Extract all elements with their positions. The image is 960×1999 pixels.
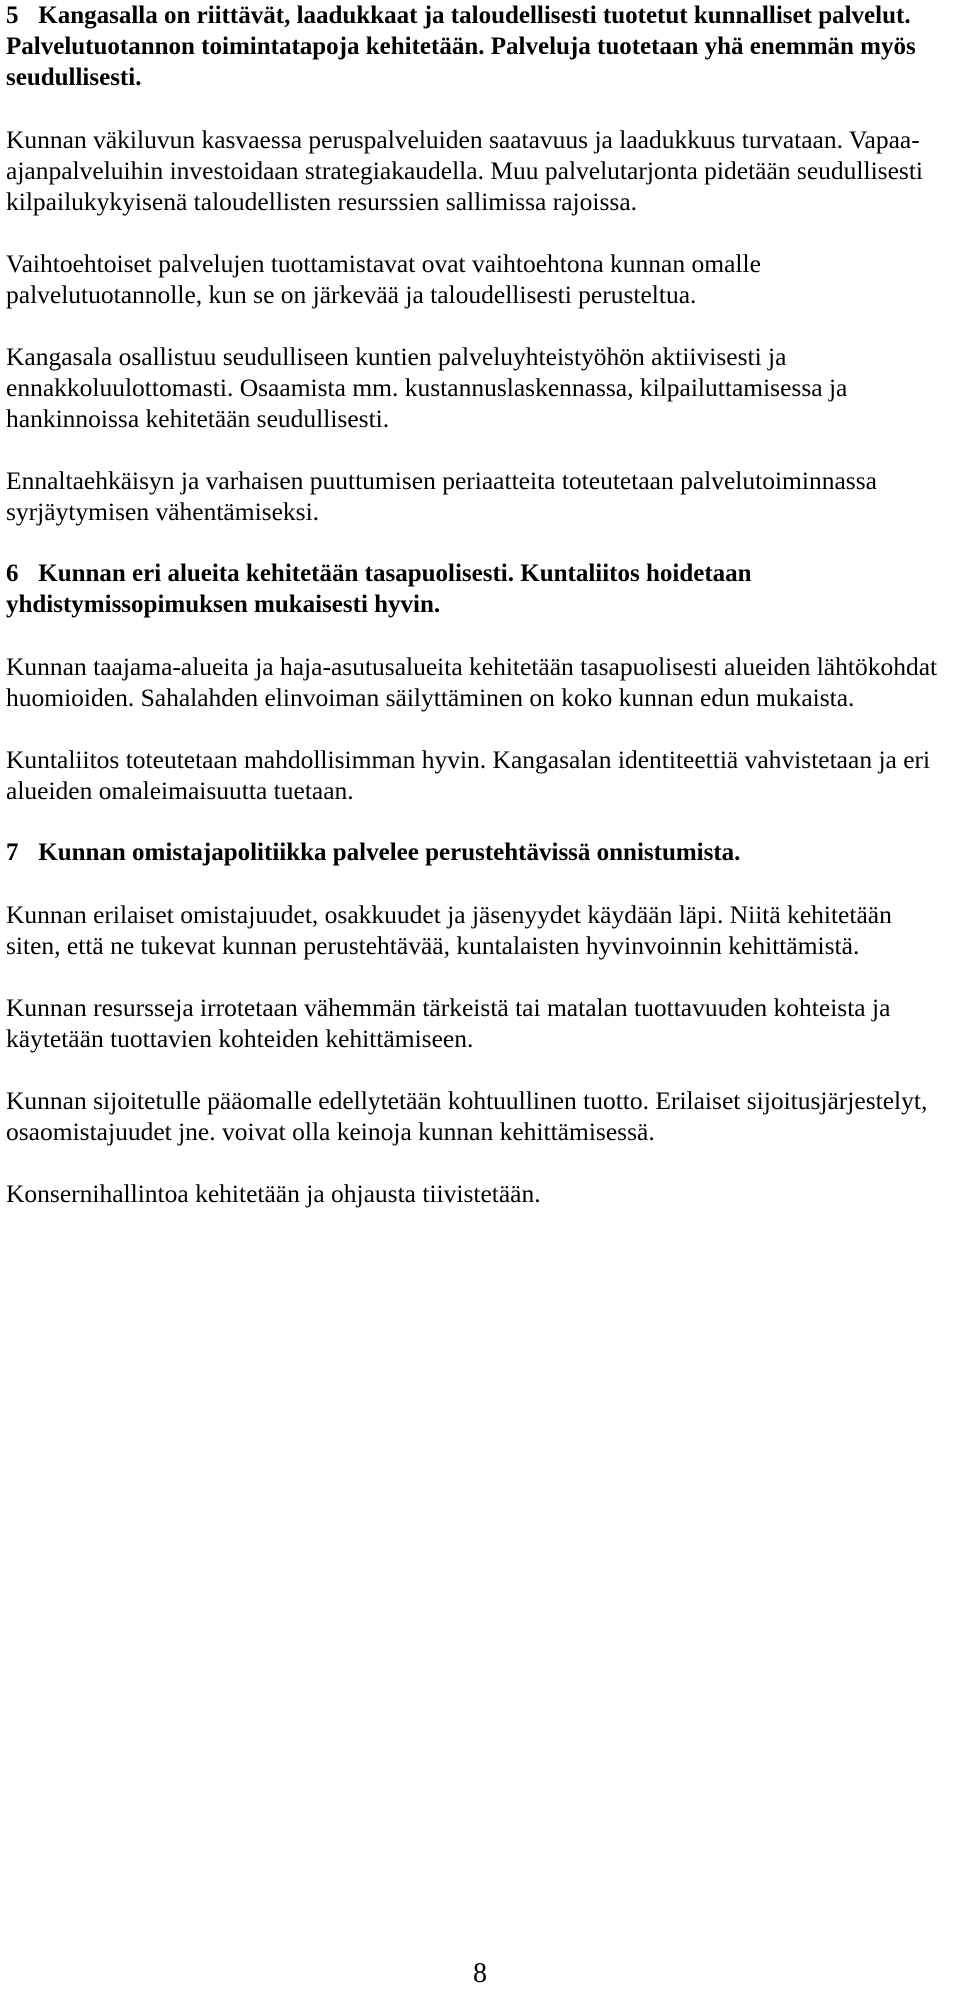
section-7-paragraph: Kunnan erilaiset omistajuudet, osakkuudet ja jäsenyydet käydään läpi. Niitä kehitetään siten, että ne tukevat kunnan perustehtävää, kuntalaisten hyvinvoinnin kehittämistä. (6, 900, 892, 960)
section-7-paragraph: Kunnan sijoitetulle pääomalle edellytetään kohtuullinen tuotto. Erilaiset sijoitusjärjestelyt, osaomistajuudet jne. voivat olla keinoja kunnan kehittämisessä. (6, 1086, 928, 1146)
section-7-paragraph: Kunnan resursseja irrotetaan vähemmän tärkeistä tai matalan tuottavuuden kohteista ja käytetään tuottavien kohteiden kehittämiseen. (6, 993, 891, 1053)
section-6-title: Kunnan eri alueita kehitetään tasapuolisesti. Kuntaliitos hoidetaan yhdistymissopimuksen mukaisesti hyvin. (6, 560, 752, 618)
section-5-number: 5 (6, 2, 19, 29)
document-page (6, 0, 952, 1209)
section-6-number: 6 (6, 560, 19, 587)
section-5-paragraph: Ennaltaehkäisyn ja varhaisen puuttumisen periaatteita toteutetaan palvelutoiminnassa syrjäytymisen vähentämiseksi. (6, 466, 877, 526)
section-5-heading (6, 0, 952, 93)
section-5-paragraph: Kangasala osallistuu seudulliseen kuntien palveluyhteistyöhön aktiivisesti ja ennakkoluulottomasti. Osaamista mm. kustannuslaskennassa, kilpailuttamisessa ja hankinnoissa kehitetään seudullisesti. (6, 342, 848, 433)
section-6-heading (6, 558, 952, 620)
section-5-paragraph: Kunnan väkiluvun kasvaessa peruspalveluiden saatavuus ja laadukkuus turvataan. Vapaa-ajanpalveluihin investoidaan strategiakaudella. Muu palvelutarjonta pidetään seudullisesti kilpailukykyisenä taloudellisten resurssien sallimissa rajoissa. (6, 125, 924, 216)
section-5-paragraph: Vaihtoehtoiset palvelujen tuottamistavat ovat vaihtoehtona kunnan omalle palvelutuotannolle, kun se on järkevää ja taloudellisesti perusteltua. (6, 249, 761, 309)
section-6-paragraph: Kunnan taajama-alueita ja haja-asutusalueita kehitetään tasapuolisesti alueiden lähtökohdat huomioiden. Sahalahden elinvoiman säilyttäminen on koko kunnan edun mukaista. (6, 652, 938, 712)
section-7-title: Kunnan omistajapolitiikka palvelee perustehtävissä onnistumista. (38, 839, 741, 866)
section-7-number: 7 (6, 839, 19, 866)
section-5-title: Kangasalla on riittävät, laadukkaat ja taloudellisesti tuotetut kunnalliset palvelut. Palvelutuotannon toimintatapoja kehitetään. Palveluja tuotetaan yhä enemmän myös seudullisesti. (6, 2, 916, 91)
section-7-heading (6, 837, 952, 868)
section-7-paragraph: Konsernihallintoa kehitetään ja ohjausta tiivistetään. (6, 1179, 541, 1208)
section-6-paragraph: Kuntaliitos toteutetaan mahdollisimman hyvin. Kangasalan identiteettiä vahvistetaan ja eri alueiden omaleimaisuutta tuetaan. (6, 745, 931, 805)
page-number: 8 (473, 1958, 487, 1989)
